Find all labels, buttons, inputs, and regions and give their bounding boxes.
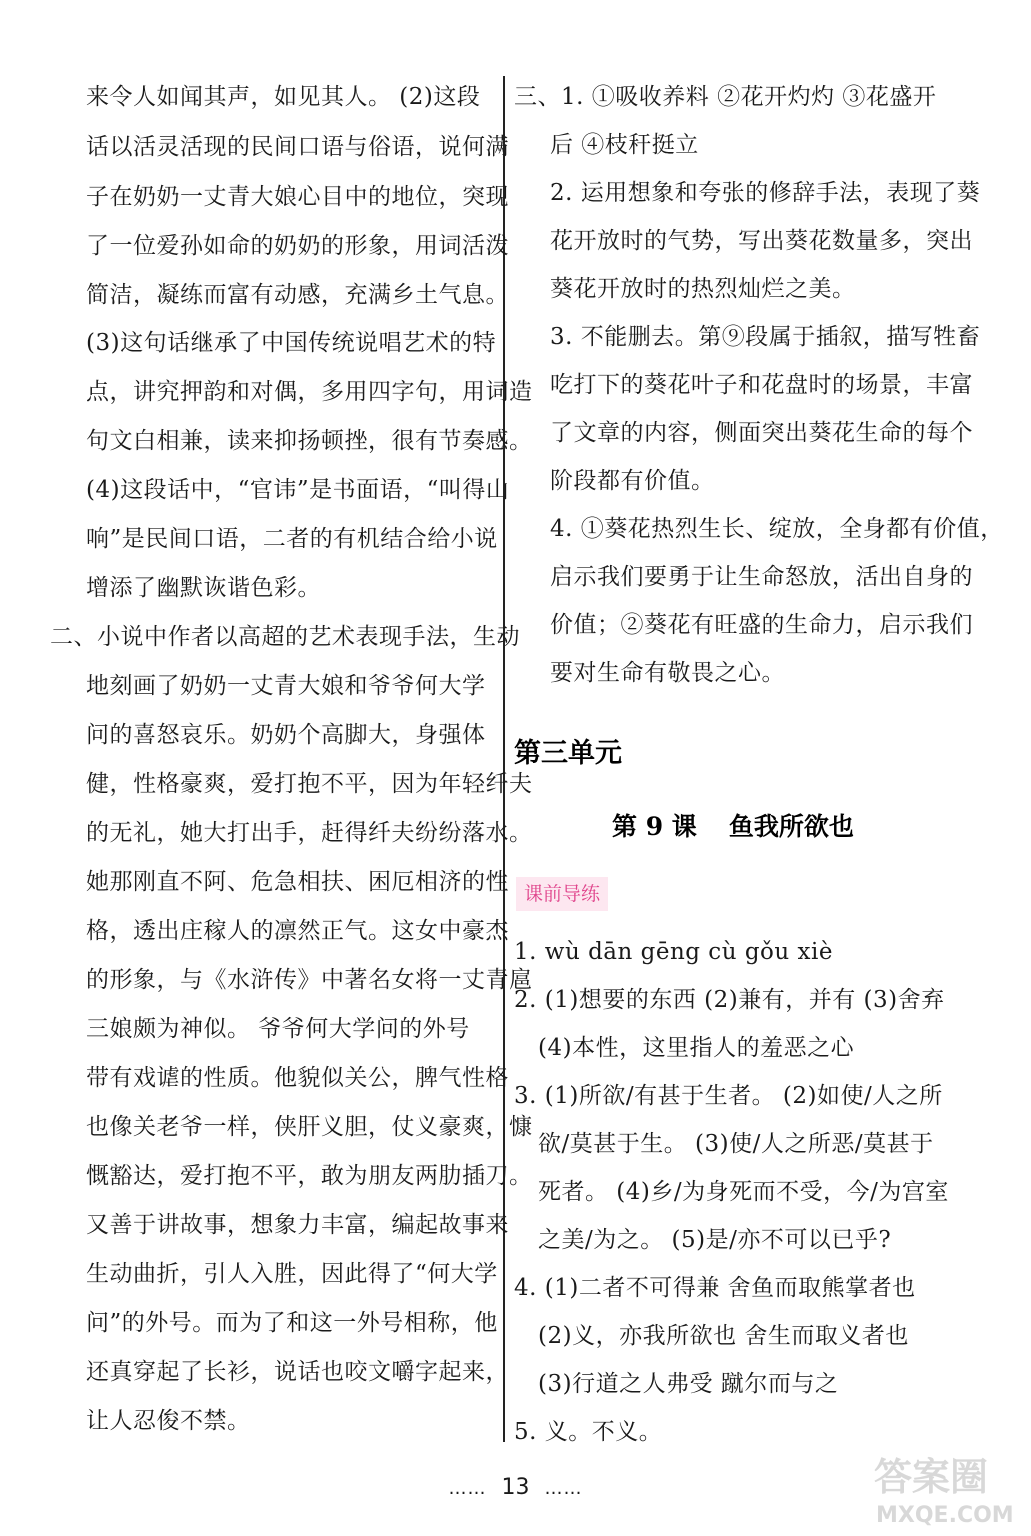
text-line: 3. 不能删去。第⑨段属于插叙，描写牲畜: [550, 324, 981, 350]
answer-line: (3)行道之人弗受 蹴尔而与之: [538, 1371, 839, 1397]
text-line: 响”是民间口语，二者的有机结合给小说: [86, 526, 498, 552]
answer-line: 死者。 (4)乡/为身死而不受，今/为宫室: [538, 1179, 949, 1205]
answer-line: (2)义，亦我所欲也 舍生而取义者也: [538, 1323, 909, 1349]
answer-line: 1. wù dān gēng cù gǒu xiè: [514, 939, 833, 965]
unit-title: 第三单元: [514, 738, 622, 769]
text-line: 话以活灵活现的民间口语与俗语，说何满: [86, 134, 509, 160]
text-line: 点，讲究押韵和对偶，多用四字句，用词造: [86, 379, 533, 405]
text-line: 还真穿起了长衫，说话也咬文嚼字起来，: [86, 1359, 509, 1385]
text-line: 增添了幽默诙谐色彩。: [86, 575, 321, 601]
text-line: (3)这句话继承了中国传统说唱艺术的特: [86, 330, 497, 356]
text-line: 让人忍俊不禁。: [86, 1408, 251, 1434]
text-line: 葵花开放时的热烈灿烂之美。: [550, 276, 856, 302]
text-line: 带有戏谑的性质。他貌似关公，脾气性格: [86, 1065, 509, 1091]
text-line: 简洁，凝练而富有动感，充满乡土气息。: [86, 282, 509, 308]
text-line: 健，性格豪爽，爱打抱不平，因为年轻纤夫: [86, 771, 533, 797]
page-number: 13: [501, 1475, 530, 1500]
text-line: 格，透出庄稼人的凛然正气。这女中豪杰: [86, 918, 509, 944]
answer-line: 欲/莫甚于生。 (3)使/人之所恶/莫甚于: [538, 1131, 934, 1157]
section-three-heading-line: 三、1. ①吸收养料 ②花开灼灼 ③花盛开: [514, 84, 937, 110]
footer-dots-left: ……: [448, 1478, 487, 1499]
text-line: 也像关老爷一样，侠肝义胆，仗义豪爽，慷: [86, 1114, 533, 1140]
watermark-logo: [870, 1448, 1020, 1528]
text-line: (4)这段话中，“官讳”是书面语，“叫得山: [86, 477, 510, 503]
text-line: 阶段都有价值。: [550, 468, 715, 494]
text-line: 价值；②葵花有旺盛的生命力，启示我们: [550, 612, 973, 638]
lesson-name: 鱼我所欲也: [728, 812, 854, 841]
text-line: 4. ①葵花热烈生长、绽放，全身都有价值，: [550, 516, 1004, 542]
text-line: 了文章的内容，侧面突出葵花生命的每个: [550, 420, 973, 446]
text-line: 花开放时的气势，写出葵花数量多，突出: [550, 228, 973, 254]
text-line: 来令人如闻其声，如见其人。 (2)这段: [86, 84, 481, 110]
footer-dots-right: ……: [544, 1478, 583, 1499]
text-line: 子在奶奶一丈青大娘心目中的地位，突现: [86, 184, 509, 210]
section-two-heading-line: 二、小说中作者以高超的艺术表现手法，生动: [50, 624, 520, 650]
answer-line: (4)本性，这里指人的羞恶之心: [538, 1035, 855, 1061]
lesson-title: [612, 807, 854, 843]
answer-line: 2. (1)想要的东西 (2)兼有，并有 (3)舍弃: [514, 987, 945, 1013]
section-badge: 课前导练: [516, 877, 608, 911]
text-line: 启示我们要勇于让生命怒放，活出自身的: [550, 564, 973, 590]
text-line: 了一位爱孙如命的奶奶的形象，用词活泼: [86, 233, 509, 259]
text-line: 问”的外号。而为了和这一外号相称，他: [86, 1310, 498, 1336]
answer-line: 4. (1)二者不可得兼 舍鱼而取熊掌者也: [514, 1275, 916, 1301]
text-line: 地刻画了奶奶一丈青大娘和爷爷何大学: [86, 673, 486, 699]
text-line: 三娘颇为神似。 爷爷何大学问的外号: [86, 1016, 470, 1042]
text-line: 的无礼，她大打出手，赶得纤夫纷纷落水。: [86, 820, 533, 846]
svg-text:答案圈: 答案圈: [874, 1455, 989, 1499]
answer-line: 5. 义。不义。: [514, 1419, 663, 1445]
lesson-number: 第 9 课: [612, 812, 697, 841]
answer-line: 3. (1)所欲/有甚于生者。 (2)如使/人之所: [514, 1083, 943, 1109]
text-line: 要对生命有敬畏之心。: [550, 660, 785, 686]
text-line: 慨豁达，爱打抱不平，敢为朋友两肋插刀。: [86, 1163, 533, 1189]
text-line: 又善于讲故事，想象力丰富，编起故事来: [86, 1212, 509, 1238]
answer-line: 之美/为之。 (5)是/亦不可以已乎?: [538, 1227, 892, 1253]
text-line: 2. 运用想象和夸张的修辞手法，表现了葵: [550, 180, 981, 206]
text-line: 的形象，与《水浒传》中著名女将一丈青扈: [86, 967, 533, 993]
text-line: 吃打下的葵花叶子和花盘时的场景，丰富: [550, 372, 973, 398]
text-line: 生动曲折，引人入胜，因此得了“何大学: [86, 1261, 498, 1287]
text-line: 她那刚直不阿、危急相扶、困厄相济的性: [86, 869, 509, 895]
text-line: 句文白相兼，读来抑扬顿挫，很有节奏感。: [86, 428, 533, 454]
text-line: 后 ④枝秆挺立: [550, 132, 699, 158]
text-line: 问的喜怒哀乐。奶奶个高脚大，身强体: [86, 722, 486, 748]
svg-text:MXQE.COM: MXQE.COM: [876, 1503, 1014, 1528]
